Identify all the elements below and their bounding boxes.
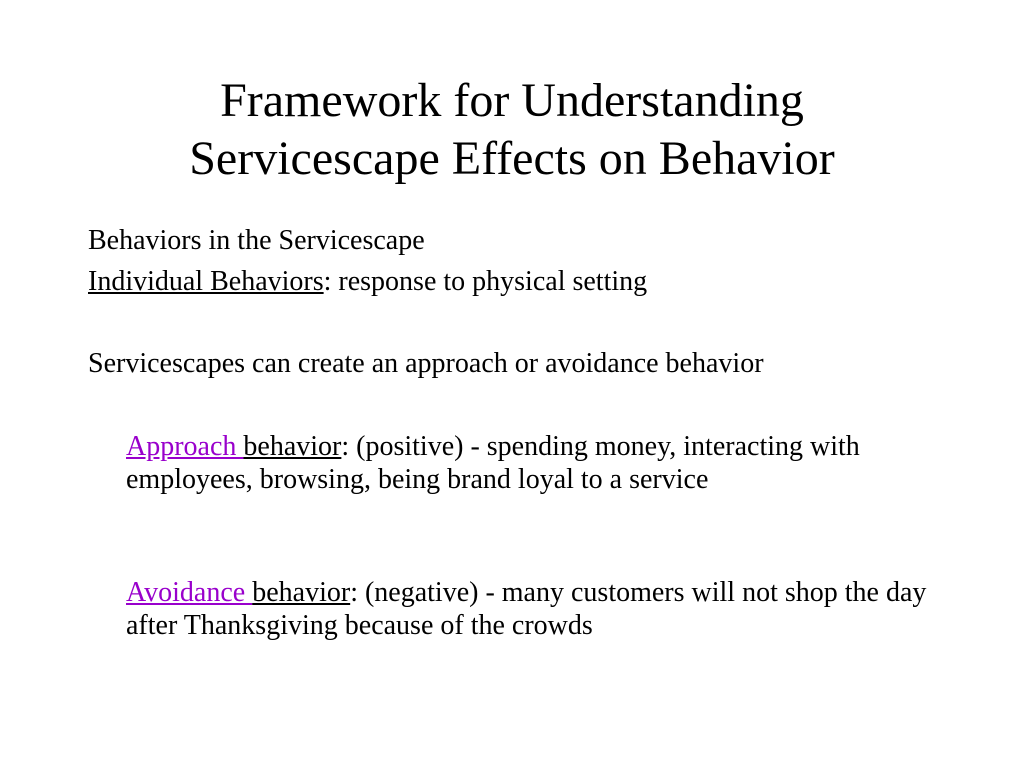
avoidance-description: : (negative) - many customers will not shop the day after Thanksgiving because of the crowds bbox=[126, 577, 927, 641]
title-line-1: Framework for Understanding bbox=[220, 74, 804, 127]
approach-description: : (positive) - spending money, interacting with employees, browsing, being brand loyal to a service bbox=[126, 431, 860, 495]
slide-title bbox=[0, 72, 1024, 188]
avoidance-link[interactable]: Avoidance bbox=[126, 577, 253, 608]
bullet-text: Servicescapes can create an approach or avoidance behavior bbox=[88, 348, 764, 379]
avoidance-behavior-term: behavior bbox=[252, 577, 351, 608]
bullet-behaviors-in-servicescape bbox=[88, 224, 958, 257]
individual-behaviors-term: Individual Behaviors bbox=[88, 266, 324, 297]
sub-bullet-avoidance bbox=[126, 576, 946, 642]
title-line-2: Servicescape Effects on Behavior bbox=[189, 132, 835, 185]
bullet-approach-avoidance bbox=[88, 347, 958, 380]
approach-behavior-term: behavior bbox=[243, 431, 342, 462]
approach-link[interactable]: Approach bbox=[126, 431, 244, 462]
bullet-individual-behaviors bbox=[88, 265, 958, 298]
individual-behaviors-definition: : response to physical setting bbox=[323, 266, 648, 297]
sub-bullet-approach bbox=[126, 430, 946, 496]
bullet-text: Behaviors in the Servicescape bbox=[88, 225, 425, 256]
